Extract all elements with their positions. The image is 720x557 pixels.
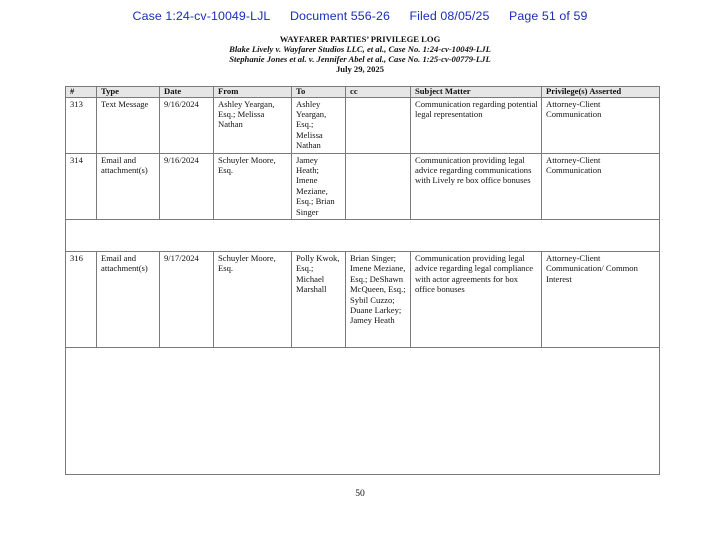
cell-privilege: Attorney-Client Communication (542, 153, 660, 219)
table-row (66, 153, 660, 219)
cell-type: Text Message (97, 97, 160, 153)
column-header-cc: cc (346, 87, 411, 98)
ecf-filing-header (0, 9, 720, 23)
cell-number: 316 (66, 251, 97, 347)
cell-from: Ashley Yeargan, Esq.; Melissa Nathan (214, 97, 292, 153)
cell-subject: Communication providing legal advice regarding communications with Lively re box office bonuses (411, 153, 542, 219)
cell-subject: Communication regarding potential legal representation (411, 97, 542, 153)
column-header-subject: Subject Matter (411, 87, 542, 98)
cell-date: 9/16/2024 (160, 97, 214, 153)
cell-cc (346, 97, 411, 153)
cell-from: Schuyler Moore, Esq. (214, 153, 292, 219)
table-row (66, 97, 660, 153)
ecf-page-count: Page 51 of 59 (509, 9, 588, 23)
cell-date: 9/16/2024 (160, 153, 214, 219)
log-date: July 29, 2025 (336, 64, 384, 74)
cell-subject: Communication providing legal advice regarding legal compliance with actor agreements for box office bonuses (411, 251, 542, 347)
table-row (66, 251, 660, 347)
log-title: WAYFARER PARTIES’ PRIVILEGE LOG (279, 34, 441, 44)
ecf-case-number: Case 1:24-cv-10049-LJL (132, 9, 271, 23)
column-header-type: Type (97, 87, 160, 98)
ecf-document-number: Document 556-26 (289, 9, 390, 23)
cell-number: 313 (66, 97, 97, 153)
redacted-cell (66, 219, 660, 251)
cell-cc (346, 153, 411, 219)
redacted-cell (66, 347, 660, 474)
cell-number: 314 (66, 153, 97, 219)
cell-cc: Brian Singer; Imene Meziane, Esq.; DeShawn McQueen, Esq.; Sybil Cuzzo; Duane Larkey; Jamey Heath (346, 251, 411, 347)
cell-type: Email and attachment(s) (97, 251, 160, 347)
ecf-filed-date: Filed 08/05/25 (409, 9, 490, 23)
table-header-row (66, 87, 660, 98)
redacted-row (66, 219, 660, 251)
cell-from: Schuyler Moore, Esq. (214, 251, 292, 347)
cell-to: Ashley Yeargan, Esq.; Melissa Nathan (292, 97, 346, 153)
column-header-date: Date (160, 87, 214, 98)
cell-privilege: Attorney-Client Communication (542, 97, 660, 153)
case-caption-2: Stephanie Jones et al. v. Jennifer Abel et al., Case No. 1:25-cv-00779-LJL (229, 54, 491, 64)
redacted-row (66, 347, 660, 474)
column-header-to: To (292, 87, 346, 98)
case-caption-1: Blake Lively v. Wayfarer Studios LLC, et al., Case No. 1:24-cv-10049-LJL (229, 44, 491, 54)
privilege-log-table (65, 86, 660, 475)
cell-type: Email and attachment(s) (97, 153, 160, 219)
cell-privilege: Attorney-Client Communication/ Common Interest (542, 251, 660, 347)
column-header-number: # (66, 87, 97, 98)
column-header-from: From (214, 87, 292, 98)
column-header-privilege: Privilege(s) Asserted (542, 87, 660, 98)
page-number: 50 (355, 488, 365, 499)
cell-date: 9/17/2024 (160, 251, 214, 347)
cell-to: Polly Kwok, Esq.; Michael Marshall (292, 251, 346, 347)
cell-to: Jamey Heath; Imene Meziane, Esq.; Brian Singer (292, 153, 346, 219)
